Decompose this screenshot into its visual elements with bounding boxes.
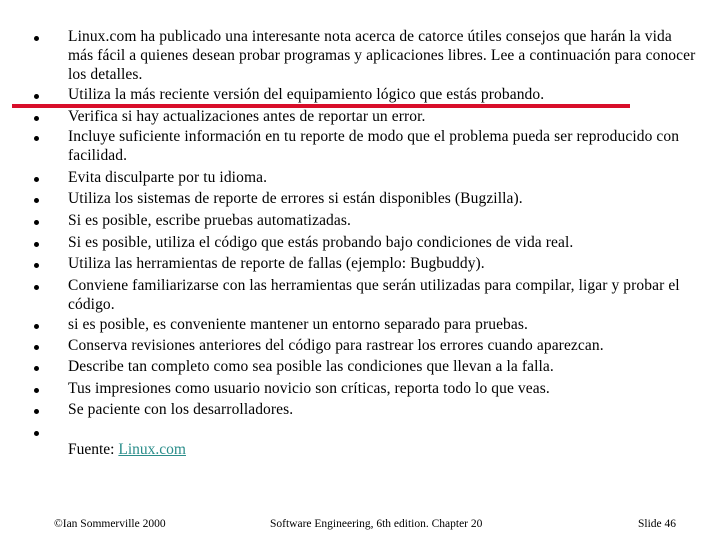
footer-slide-number: Slide 46 <box>637 518 676 530</box>
bullet-icon <box>34 263 39 268</box>
footer-book: Software Engineering, 6th edition. Chapter 20 <box>270 518 483 530</box>
bullet-text: Evita disculparte por tu idioma. <box>68 169 268 186</box>
bullet-text: Verifica si hay actualizaciones antes de reportar un error. <box>68 108 426 125</box>
bullet-icon <box>34 366 39 371</box>
red-divider <box>12 104 630 108</box>
bullet-text: Si es posible, escribe pruebas automatizadas. <box>68 212 351 229</box>
bullet-icon <box>34 94 39 99</box>
bullet-text: Conserva revisiones anteriores del código para rastrear los errores cuando aparezcan. <box>68 337 604 354</box>
bullet-icon <box>34 388 39 393</box>
source-line <box>68 440 186 459</box>
bullet-icon <box>34 177 39 182</box>
bullet-icon <box>34 116 39 121</box>
bullet-text: Describe tan completo como sea posible las condiciones que llevan a la falla. <box>68 358 554 375</box>
bullet-icon <box>34 324 39 329</box>
bullet-icon <box>34 198 39 203</box>
bullet-text: Tus impresiones como usuario novicio son críticas, reporta todo lo que veas. <box>68 380 550 397</box>
bullet-text: Conviene familiarizarse con las herramientas que serán utilizadas para compilar, ligar y probar el código. <box>68 277 680 313</box>
source-link[interactable]: Linux.com <box>118 441 186 458</box>
bullet-icon <box>34 409 39 414</box>
footer-copyright: ©Ian Sommerville 2000 <box>54 518 166 530</box>
bullet-icon <box>34 242 39 247</box>
bullet-text: Utiliza las herramientas de reporte de fallas (ejemplo: Bugbuddy). <box>68 255 485 272</box>
bullet-text: Si es posible, utiliza el código que estás probando bajo condiciones de vida real. <box>68 234 574 251</box>
bullet-icon <box>34 220 39 225</box>
bullet-text: Utiliza los sistemas de reporte de errores si están disponibles (Bugzilla). <box>68 190 523 207</box>
bullet-text: Se paciente con los desarrolladores. <box>68 401 294 418</box>
bullet-icon <box>34 431 39 436</box>
bullet-icon <box>34 136 39 141</box>
bullet-icon <box>34 345 39 350</box>
bullet-text: Linux.com ha publicado una interesante nota acerca de catorce útiles consejos que harán la vida más fácil a quienes desean probar programas y aplicaciones libres. Lee a continuación para conocer los detalles. <box>68 28 696 83</box>
bullet-text: Incluye suficiente información en tu reporte de modo que el problema pueda ser reproducido con facilidad. <box>68 128 680 164</box>
bullet-icon <box>34 36 39 41</box>
bullet-icon <box>34 285 39 290</box>
bullet-text: Utiliza la más reciente versión del equipamiento lógico que estás probando. <box>68 86 545 103</box>
source-label: Fuente: <box>68 441 119 458</box>
bullet-text: si es posible, es conveniente mantener un entorno separado para pruebas. <box>68 316 528 333</box>
